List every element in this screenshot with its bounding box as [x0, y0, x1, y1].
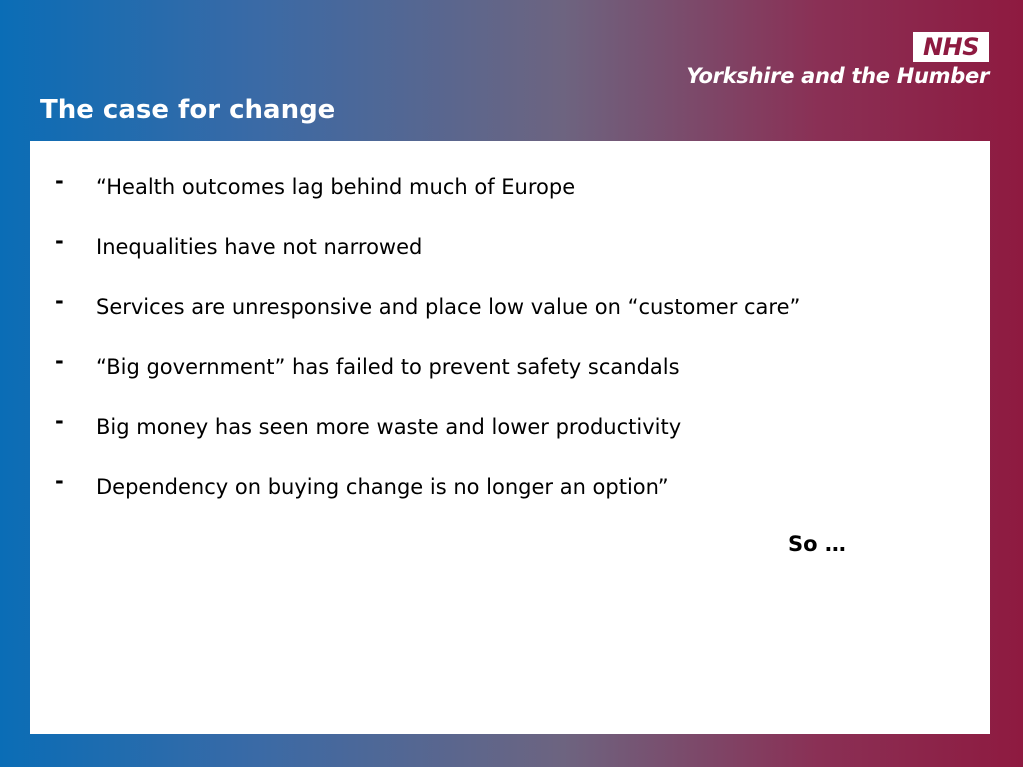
slide-title: The case for change [40, 95, 336, 125]
bullet-text: Inequalities have not narrowed [96, 235, 423, 259]
bullet-marker: - [55, 409, 64, 433]
organization-name: Yorkshire and the Humber [686, 64, 989, 88]
bullet-text: Big money has seen more waste and lower productivity [96, 415, 682, 439]
bullet-marker: - [55, 229, 64, 253]
nhs-logo [913, 32, 989, 62]
bullet-text: “Big government” has failed to prevent safety scandals [96, 355, 680, 379]
bullet-item [30, 229, 990, 293]
nhs-logo-text: NHS [923, 33, 979, 61]
bullet-list [30, 169, 990, 533]
conclusion-text: So … [788, 532, 846, 556]
bullet-marker: - [55, 289, 64, 313]
bullet-text: “Health outcomes lag behind much of Europe [96, 175, 576, 199]
bullet-text: Services are unresponsive and place low value on “customer care” [96, 295, 801, 319]
bullet-item [30, 349, 990, 413]
bullet-item [30, 469, 990, 533]
bullet-text: Dependency on buying change is no longer an option” [96, 475, 669, 499]
bullet-item [30, 169, 990, 233]
bullet-marker: - [55, 169, 64, 193]
bullet-item [30, 409, 990, 473]
bullet-item [30, 289, 990, 353]
content-panel [30, 141, 990, 734]
bullet-marker: - [55, 349, 64, 373]
bullet-marker: - [55, 469, 64, 493]
